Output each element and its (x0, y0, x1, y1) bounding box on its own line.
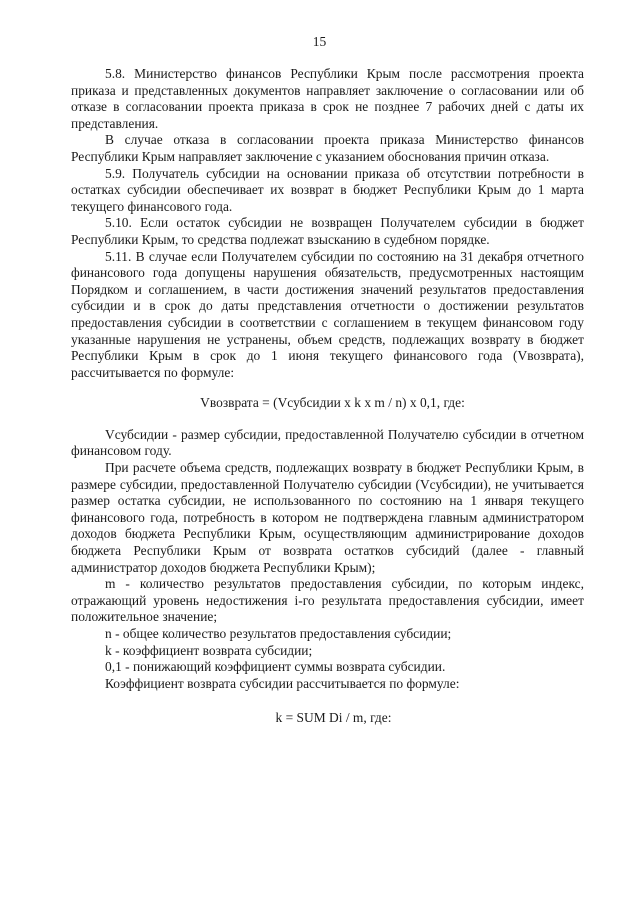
page-number: 15 (312, 34, 327, 49)
definition-n: n - общее количество результатов предоставления субсидии; (105, 626, 452, 641)
definition-v-subsidy-note: При расчете объема средств, подлежащих возврату в бюджет Республики Крым, в размере субсидии, предоставленной Получателю субсидии (Vсубсидии), не учитывается размер остатка субсидии, не использованного по состоянию на 1 января текущего финансового года, потребность в котором не подтверждена главным администратором доходов бюджета Республики Крым, осуществляющим администрирование доходов бюджета Республики Крым от возврата остатков субсидий (далее - главный администратор доходов бюджета Республики Крым); (71, 460, 584, 575)
paragraph-5-8-refusal: В случае отказа в согласовании проекта приказа Министерство финансов Республики Крым направляет заключение с указанием обоснования причин отказа. (71, 132, 584, 164)
return-volume-formula: Vвозврата = (Vсубсидии x k x m / n) x 0,1, где: (200, 395, 465, 411)
coefficient-intro: Коэффициент возврата субсидии рассчитывается по формуле: (105, 675, 460, 691)
definition-k: k - коэффициент возврата субсидии; (105, 642, 313, 658)
definition-m: m - количество результатов предоставления субсидии, по которым индекс, отражающий уровень недостижения i-го результата предоставления субсидии, имеет положительное значение; (71, 576, 584, 625)
paragraph-5-9: 5.9. Получатель субсидии на основании приказа об отсутствии потребности в остатках субсидии обеспечивает их возврат в бюджет Республики Крым до 1 марта текущего финансового года. (71, 165, 584, 214)
document-body (71, 66, 584, 727)
return-coefficient-formula: k = SUM Di / m, где: (275, 710, 392, 726)
paragraph-5-10: 5.10. Если остаток субсидии не возвращен Получателем субсидии в бюджет Республики Крым, то средства подлежат взысканию в судебном порядке. (71, 215, 584, 247)
paragraph-5-11: 5.11. В случае если Получателем субсидии по состоянию на 31 декабря отчетного финансового года допущены нарушения обязательств, предусмотренных настоящим Порядком и соглашением, в части достижения значений результатов предоставления субсидии и в срок до даты представления отчетности о достижении результатов предоставления субсидии в соответствии с соглашением в текущем финансовом году указанные нарушения не устранены, объем средств, подлежащих возврату в бюджет Республики Крым в срок до 1 июня текущего финансового года (Vвозврата), рассчитывается по формуле: (71, 248, 584, 380)
paragraph-5-8: 5.8. Министерство финансов Республики Крым после рассмотрения проекта приказа и представленных документов направляет заключение о согласовании или об отказе в согласовании проекта приказа в срок не позднее 7 рабочих дней с даты их представления. (71, 66, 584, 131)
definition-reduction-coefficient: 0,1 - понижающий коэффициент суммы возврата субсидии. (105, 659, 446, 675)
definition-v-subsidy: Vсубсидии - размер субсидии, предоставленной Получателю субсидии в отчетном финансовом году. (71, 426, 584, 459)
